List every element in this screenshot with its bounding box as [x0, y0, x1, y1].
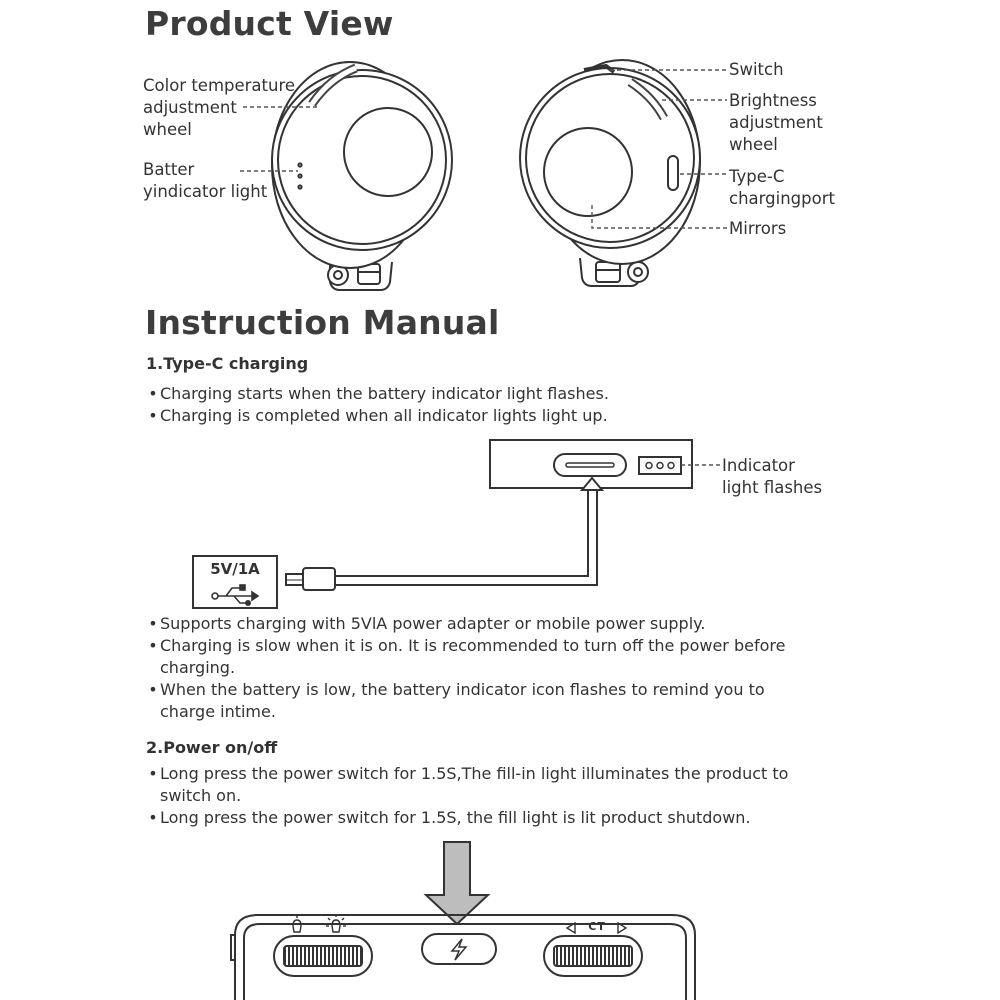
adapter-label: 5V/1A: [210, 560, 260, 578]
section1-bullets-bottom: [146, 613, 846, 723]
press-arrow-icon: [426, 842, 488, 924]
label-typec-port: Type-C chargingport: [729, 167, 835, 208]
list-item: • Charging starts when the battery indicator light flashes.: [148, 384, 609, 403]
section2-bullets: [146, 763, 846, 829]
section1-bullets-top: [146, 383, 846, 427]
device-left: [272, 62, 452, 290]
section1-heading: 1.Type-C charging: [146, 354, 309, 373]
list-item: • Supports charging with 5VlA power adapter or mobile power supply.: [148, 614, 706, 633]
list-item: • Long press the power switch for 1.5S, the fill light is lit product shutdown.: [148, 808, 751, 827]
label-battery-indicator: Batter yindicator light: [143, 160, 268, 201]
list-item: • Charging is slow when it is on. It is recommended to turn off the power before charging.: [148, 636, 786, 677]
power-bolt-icon: [452, 939, 466, 960]
list-item: • Long press the power switch for 1.5S,The fill-in light illuminates the product to switch on.: [148, 764, 789, 805]
device-right: [520, 60, 700, 286]
label-color-temperature-wheel: Color temperature adjustment wheel: [143, 76, 296, 139]
label-mirrors: Mirrors: [729, 219, 787, 238]
section2-heading: 2.Power on/off: [146, 738, 278, 757]
instruction-manual-title: Instruction Manual: [145, 303, 500, 342]
label-switch: Switch: [729, 60, 784, 79]
ct-label: CT: [588, 920, 606, 933]
list-item: • When the battery is low, the battery indicator icon flashes to remind you to charge intime.: [148, 680, 765, 721]
label-brightness-wheel: Brightness adjustment wheel: [729, 91, 823, 154]
product-view-title: Product View: [145, 4, 394, 43]
charging-diagram: [193, 440, 720, 608]
list-item: • Charging is completed when all indicator lights light up.: [148, 406, 608, 425]
label-indicator-light: Indicator light flashes: [722, 456, 823, 497]
usb-icon: [212, 585, 258, 605]
